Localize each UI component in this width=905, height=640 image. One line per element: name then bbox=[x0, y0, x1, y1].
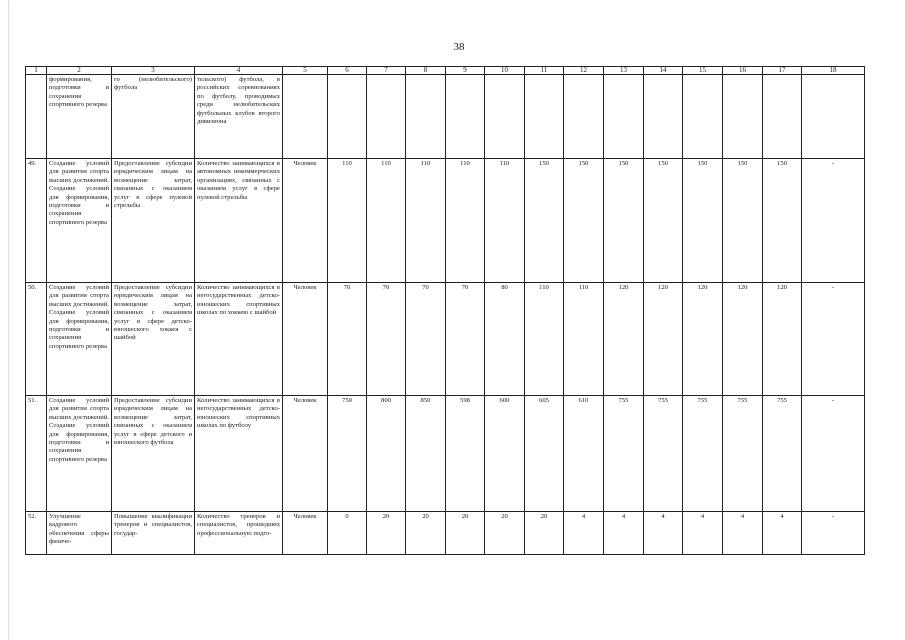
cell-value: 110 bbox=[446, 159, 485, 283]
cell-value: 20 bbox=[406, 512, 446, 555]
targets-table bbox=[25, 66, 865, 555]
cell-value: 755 bbox=[683, 396, 723, 512]
cell-value: 110 bbox=[406, 159, 446, 283]
table-row-51 bbox=[26, 396, 865, 512]
cell-value bbox=[367, 75, 406, 159]
cell-value: 755 bbox=[604, 396, 644, 512]
cell-value bbox=[604, 75, 644, 159]
column-number-cell: 9 bbox=[446, 67, 485, 75]
table-row-50 bbox=[26, 283, 865, 396]
binding-margin-line bbox=[8, 0, 9, 640]
cell-value: 150 bbox=[723, 159, 763, 283]
cell-last: - bbox=[802, 159, 865, 283]
cell-value: 150 bbox=[604, 159, 644, 283]
cell-value: 120 bbox=[683, 283, 723, 396]
column-number-cell: 17 bbox=[763, 67, 802, 75]
cell-value bbox=[446, 75, 485, 159]
column-number-cell: 5 bbox=[283, 67, 328, 75]
column-number-cell: 4 bbox=[195, 67, 283, 75]
cell-value: 110 bbox=[328, 159, 367, 283]
page-number: 38 bbox=[453, 41, 465, 53]
cell-unit: Человек bbox=[283, 512, 328, 555]
column-number-cell: 8 bbox=[406, 67, 446, 75]
table-row-52 bbox=[26, 512, 865, 555]
cell-value: 80 bbox=[485, 283, 525, 396]
cell-value: 110 bbox=[564, 283, 604, 396]
cell-value: 110 bbox=[367, 159, 406, 283]
cell-last bbox=[802, 75, 865, 159]
table-row-49 bbox=[26, 159, 865, 283]
cell-unit: Человек bbox=[283, 396, 328, 512]
cell-unit: Человек bbox=[283, 159, 328, 283]
column-number-cell: 13 bbox=[604, 67, 644, 75]
cell-value: 150 bbox=[644, 159, 683, 283]
column-number-cell: 15 bbox=[683, 67, 723, 75]
cell-value: 20 bbox=[446, 512, 485, 555]
cell-indicator: тельского) футбола, в российских соревнованиях по футболу, проводимых среди нелюбительских футбольных клубов второго дивизиона bbox=[195, 75, 283, 159]
cell-value: 70 bbox=[406, 283, 446, 396]
cell-event: Повышение квалификации тренеров и специалистов, государ- bbox=[112, 512, 195, 555]
cell-row-number bbox=[26, 75, 47, 159]
cell-indicator: Количество занимающихся в негосударственных детско-юношеских спортивных школах по футболу bbox=[195, 396, 283, 512]
cell-value: 70 bbox=[367, 283, 406, 396]
cell-value: 755 bbox=[644, 396, 683, 512]
cell-value: 800 bbox=[367, 396, 406, 512]
cell-value: 4 bbox=[564, 512, 604, 555]
cell-goal: Создание условий для развития спорта высших достижений. Создание условий для формирования, подготовки и сохранения спортивного резерва bbox=[47, 283, 112, 396]
cell-goal: Создание условий для развития спорта высших достижений. Создание условий для формирования, подготовки и сохранения спортивного резерва bbox=[47, 396, 112, 512]
cell-value: 120 bbox=[763, 283, 802, 396]
cell-last: - bbox=[802, 396, 865, 512]
cell-value: 755 bbox=[723, 396, 763, 512]
column-number-cell: 11 bbox=[525, 67, 564, 75]
cell-value: 600 bbox=[485, 396, 525, 512]
cell-value: 0 bbox=[328, 512, 367, 555]
cell-event: Предоставление субсидии юридическим лицам на возмещение затрат, связанных с оказанием услуг в сфере пулевой стрельбы bbox=[112, 159, 195, 283]
column-number-cell: 6 bbox=[328, 67, 367, 75]
cell-row-number: 51. bbox=[26, 396, 47, 512]
cell-value: 70 bbox=[328, 283, 367, 396]
column-number-cell: 1 bbox=[26, 67, 47, 75]
cell-value bbox=[525, 75, 564, 159]
cell-value: 150 bbox=[525, 159, 564, 283]
cell-value: 70 bbox=[446, 283, 485, 396]
cell-value: 120 bbox=[604, 283, 644, 396]
cell-value: 4 bbox=[644, 512, 683, 555]
cell-value bbox=[328, 75, 367, 159]
cell-value: 598 bbox=[446, 396, 485, 512]
cell-value bbox=[723, 75, 763, 159]
cell-value bbox=[683, 75, 723, 159]
column-number-cell: 16 bbox=[723, 67, 763, 75]
cell-value: 150 bbox=[683, 159, 723, 283]
cell-value: 120 bbox=[723, 283, 763, 396]
column-number-cell: 18 bbox=[802, 67, 865, 75]
cell-value bbox=[763, 75, 802, 159]
cell-value: 4 bbox=[763, 512, 802, 555]
cell-row-number: 52. bbox=[26, 512, 47, 555]
column-number-cell: 10 bbox=[485, 67, 525, 75]
cell-value bbox=[406, 75, 446, 159]
cell-value: 110 bbox=[525, 283, 564, 396]
cell-value: 605 bbox=[525, 396, 564, 512]
column-number-row bbox=[26, 67, 865, 75]
cell-goal: Улучшение кадрового обеспечения сферы физиче- bbox=[47, 512, 112, 555]
cell-event: Предоставление субсидии юридическим лицам на возмещение затрат, связанных с оказанием услуг в сфере детского и юношеского футбола bbox=[112, 396, 195, 512]
cell-unit: Человек bbox=[283, 283, 328, 396]
cell-goal: формирования, подготовки и сохранения спортивного резерва bbox=[47, 75, 112, 159]
cell-value: 610 bbox=[564, 396, 604, 512]
cell-row-number: 49. bbox=[26, 159, 47, 283]
cell-last: - bbox=[802, 512, 865, 555]
cell-value: 110 bbox=[485, 159, 525, 283]
cell-value: 850 bbox=[406, 396, 446, 512]
cell-event: го (нелюбительского) футбола bbox=[112, 75, 195, 159]
cell-value: 4 bbox=[683, 512, 723, 555]
cell-goal: Создание условий для развития спорта высших достижений. Создание условий для формирования, подготовки и сохранения спортивного резерва bbox=[47, 159, 112, 283]
cell-last: - bbox=[802, 283, 865, 396]
cell-value bbox=[644, 75, 683, 159]
column-number-cell: 3 bbox=[112, 67, 195, 75]
cell-indicator: Количество тренеров и специалистов, прошедших профессиональную подго- bbox=[195, 512, 283, 555]
cell-value: 120 bbox=[644, 283, 683, 396]
column-number-cell: 14 bbox=[644, 67, 683, 75]
cell-event: Предоставление субсидии юридическим лицам на возмещение затрат, связанных с оказанием услуг в сфере детско-юношеского хоккея с шайбой bbox=[112, 283, 195, 396]
cell-value: 20 bbox=[485, 512, 525, 555]
cell-indicator: Количество занимающихся в негосударственных детско-юношеских спортивных школах по хоккею с шайбой bbox=[195, 283, 283, 396]
column-number-cell: 7 bbox=[367, 67, 406, 75]
column-number-cell: 2 bbox=[47, 67, 112, 75]
cell-value: 750 bbox=[328, 396, 367, 512]
column-number-cell: 12 bbox=[564, 67, 604, 75]
cell-unit bbox=[283, 75, 328, 159]
cell-value: 150 bbox=[763, 159, 802, 283]
cell-row-number: 50. bbox=[26, 283, 47, 396]
cell-value: 755 bbox=[763, 396, 802, 512]
cell-value: 20 bbox=[367, 512, 406, 555]
cell-indicator: Количество занимающихся в автономных некоммерческих организациях, связанных с оказанием услуг в сфере пулевой стрельбы bbox=[195, 159, 283, 283]
cell-value: 20 bbox=[525, 512, 564, 555]
table-row-continued bbox=[26, 75, 865, 159]
cell-value: 150 bbox=[564, 159, 604, 283]
cell-value: 4 bbox=[604, 512, 644, 555]
cell-value bbox=[564, 75, 604, 159]
cell-value: 4 bbox=[723, 512, 763, 555]
cell-value bbox=[485, 75, 525, 159]
